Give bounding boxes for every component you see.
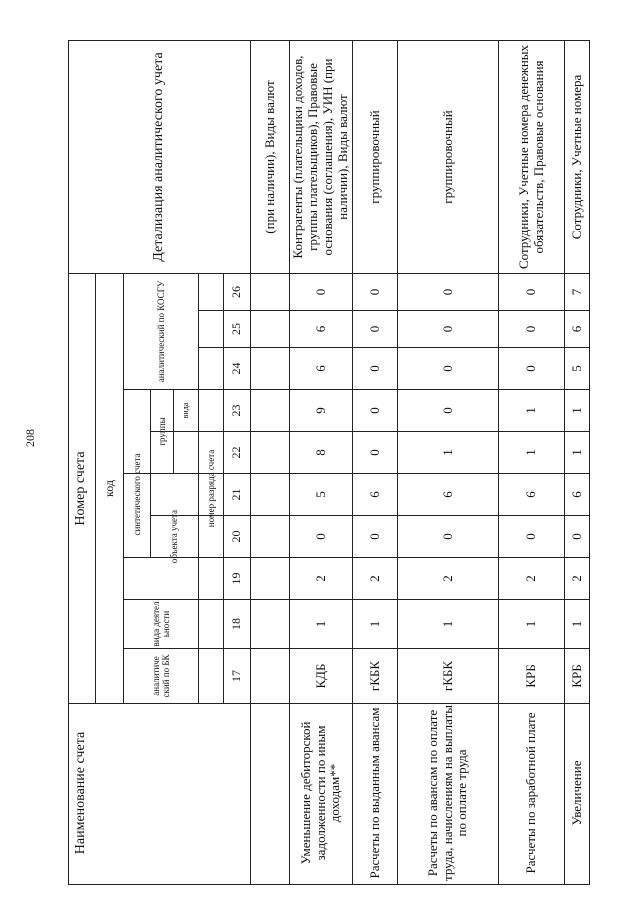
row-cell: 0 bbox=[439, 325, 455, 333]
analytic-kosgu-header: аналитический по КОСГУ bbox=[155, 280, 166, 383]
row-cell: 0 bbox=[366, 533, 382, 540]
row-cell: 2 bbox=[523, 575, 539, 582]
row-cell: 7 bbox=[568, 288, 584, 296]
row-name: Уменьшение дебиторской задолженности по иным доходам** bbox=[297, 721, 343, 865]
analytic-bk-header: аналитиче ский по БК bbox=[150, 654, 171, 698]
row-cell: 6 bbox=[312, 325, 328, 333]
row-cell: 0 bbox=[523, 325, 539, 333]
row-cell: 1 bbox=[366, 620, 382, 628]
row-cell: 6 bbox=[312, 365, 328, 372]
detail-cell: (при наличии), Виды валют bbox=[261, 80, 277, 234]
row-cell: 1 bbox=[568, 620, 584, 628]
digit-number-header: номер разряда счета bbox=[205, 449, 216, 528]
row-cell: 1 bbox=[439, 449, 455, 456]
row-cell: 0 bbox=[366, 288, 382, 296]
row-cell: 0 bbox=[439, 288, 455, 296]
row-cell: 0 bbox=[523, 533, 539, 540]
row-cell: 2 bbox=[366, 575, 382, 582]
activity-type-header: вида деятел ьности bbox=[150, 601, 171, 647]
row-cell: 2 bbox=[312, 575, 328, 582]
row-cell: 6 bbox=[366, 491, 382, 498]
kind-header: вида bbox=[181, 402, 191, 419]
row-cell: 2 bbox=[439, 575, 455, 582]
row-cell: 1 bbox=[523, 620, 539, 628]
row-cell: 6 bbox=[439, 491, 455, 498]
row-cell: 1 bbox=[568, 407, 584, 414]
digit-23: 23 bbox=[229, 404, 244, 417]
account-number-header: Номер счета bbox=[73, 451, 89, 526]
row-cell: 0 bbox=[366, 449, 382, 456]
row-name: Расчеты по выданным авансам bbox=[366, 707, 382, 879]
row-cell: 2 bbox=[568, 575, 584, 582]
row-cell: 1 bbox=[523, 407, 539, 414]
digit-17: 17 bbox=[229, 670, 244, 682]
row-cell: гКБК bbox=[366, 660, 382, 692]
synthetic-account-header: синтетического счета bbox=[131, 453, 142, 536]
detail-cell: Сотрудники, Учетные номера bbox=[568, 74, 584, 240]
row-cell: 0 bbox=[439, 365, 455, 372]
digit-21: 21 bbox=[229, 488, 244, 501]
digit-19: 19 bbox=[229, 572, 244, 585]
row-cell: 1 bbox=[523, 449, 539, 456]
account-table bbox=[68, 40, 590, 885]
row-name: Расчеты по заработной плате bbox=[523, 712, 539, 874]
digit-18: 18 bbox=[229, 618, 244, 630]
digit-24: 24 bbox=[229, 362, 244, 375]
row-cell: 6 bbox=[568, 491, 584, 498]
row-cell: 5 bbox=[568, 365, 584, 372]
name-column-header: Наименование счета bbox=[72, 731, 88, 855]
row-cell: 0 bbox=[568, 533, 584, 540]
row-cell: 0 bbox=[366, 365, 382, 372]
row-cell: КРБ bbox=[523, 664, 539, 688]
row-cell: 6 bbox=[568, 325, 584, 333]
row-cell: 6 bbox=[523, 491, 539, 498]
row-cell: 0 bbox=[523, 365, 539, 372]
digit-25: 25 bbox=[229, 323, 244, 335]
group-header: группы bbox=[156, 417, 167, 446]
digit-22: 22 bbox=[229, 446, 244, 459]
row-name: Увеличение bbox=[568, 760, 584, 826]
row-cell: 5 bbox=[312, 491, 328, 498]
row-cell: 0 bbox=[366, 325, 382, 333]
row-cell: 0 bbox=[439, 407, 455, 414]
detail-cell: Контрагенты (плательщики доходов, группы плательщиков), Правовые основания (соглашения), УИН (при наличии), Виды валют bbox=[290, 55, 350, 259]
row-cell: 1 bbox=[439, 620, 455, 628]
detail-cell: группировочный bbox=[366, 110, 382, 204]
digit-20: 20 bbox=[229, 530, 244, 543]
page-number: 208 bbox=[23, 429, 37, 447]
detail-header: Детализация аналитического учета bbox=[150, 52, 166, 262]
digit-26: 26 bbox=[229, 286, 244, 298]
code-header: код bbox=[101, 480, 116, 497]
row-cell: 0 bbox=[366, 407, 382, 414]
row-cell: 0 bbox=[312, 288, 328, 296]
detail-cell: Сотрудники, Учетные номера денежных обязательств, Правовые основания bbox=[515, 44, 546, 270]
row-cell: 0 bbox=[312, 533, 328, 540]
row-cell: гКБК bbox=[439, 660, 455, 692]
row-cell: 1 bbox=[568, 449, 584, 456]
row-name: Расчеты по авансам по оплате труда, начислениям на выплаты по оплате труда bbox=[424, 705, 470, 881]
row-cell: 0 bbox=[439, 533, 455, 540]
row-cell: 0 bbox=[523, 288, 539, 296]
row-cell: 8 bbox=[312, 449, 328, 456]
row-cell: 9 bbox=[312, 407, 328, 414]
row-cell: КРБ bbox=[568, 664, 584, 688]
row-cell: 1 bbox=[312, 620, 328, 628]
row-cell: КДБ bbox=[312, 663, 328, 689]
account-object-header: объекта учета bbox=[169, 509, 180, 564]
detail-cell: группировочный bbox=[439, 110, 455, 204]
